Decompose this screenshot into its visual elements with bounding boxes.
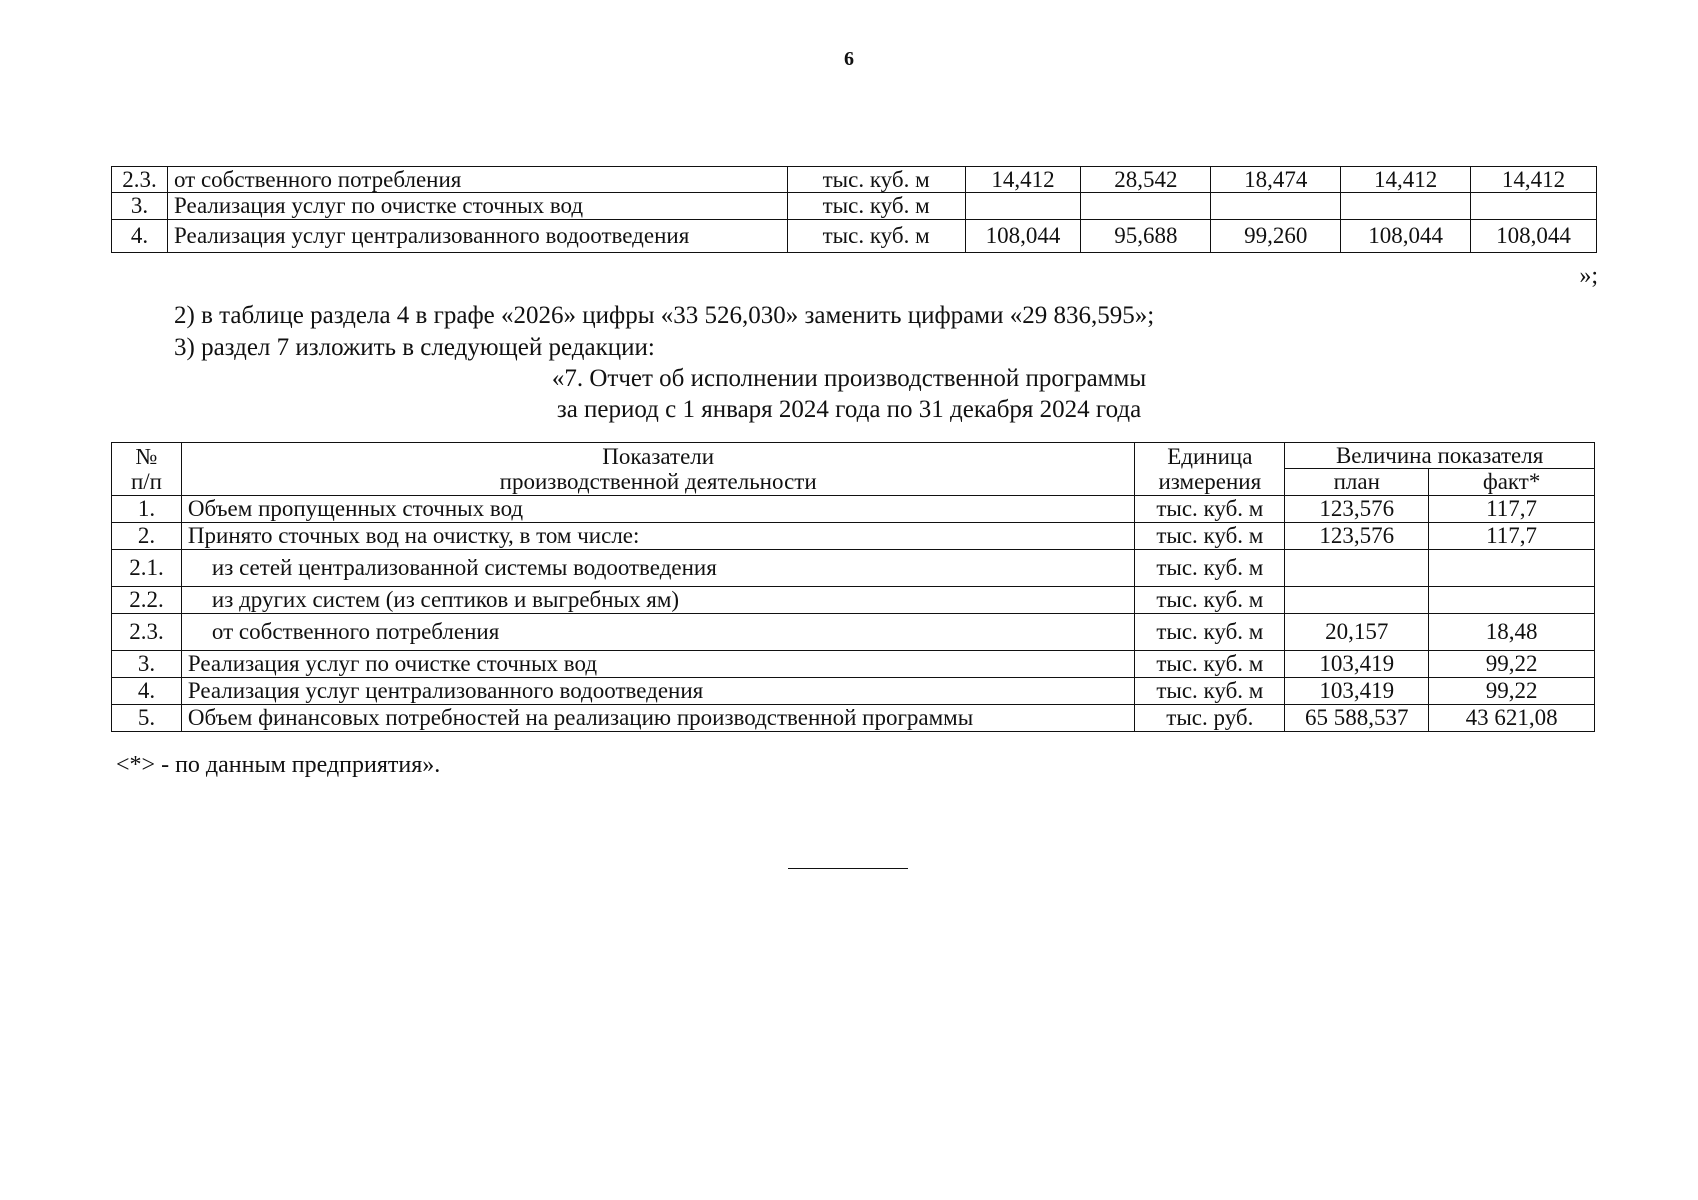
row-value: 14,412	[965, 167, 1081, 193]
row-name: Реализация услуг по очистке сточных вод	[181, 650, 1134, 677]
report-table	[111, 442, 1595, 732]
header-value-group: Величина показателя	[1285, 443, 1595, 469]
header-indicator	[181, 443, 1134, 496]
row-value: 95,688	[1081, 219, 1211, 252]
row-name: Объем финансовых потребностей на реализацию производственной программы	[181, 704, 1134, 731]
row-unit: тыс. куб. м	[787, 219, 965, 252]
row-name: из других систем (из септиков и выгребных ям)	[181, 586, 1134, 613]
row-fact: 99,22	[1429, 677, 1595, 704]
row-number: 2.3.	[112, 613, 182, 650]
row-value: 18,474	[1211, 167, 1341, 193]
row-plan: 20,157	[1285, 613, 1429, 650]
row-plan: 123,576	[1285, 495, 1429, 522]
header-unit-line-1: Единица	[1167, 443, 1253, 469]
row-unit: тыс. куб. м	[1135, 677, 1285, 704]
end-divider	[788, 868, 908, 869]
continued-table	[111, 166, 1597, 253]
row-plan: 123,576	[1285, 522, 1429, 549]
row-unit: тыс. куб. м	[1135, 522, 1285, 549]
row-name: от собственного потребления	[167, 167, 787, 193]
row-fact: 43 621,08	[1429, 704, 1595, 731]
row-name: Реализация услуг централизованного водоотведения	[181, 677, 1134, 704]
row-value: 108,044	[965, 219, 1081, 252]
row-fact: 99,22	[1429, 650, 1595, 677]
row-fact: 117,7	[1429, 522, 1595, 549]
row-name: Реализация услуг по очистке сточных вод	[167, 193, 787, 219]
table-row	[112, 704, 1595, 731]
amendment-item-2: 2) в таблице раздела 4 в графе «2026» цифры «33 526,030» заменить цифрами «29 836,595»;	[174, 302, 1155, 329]
page-number: 6	[844, 48, 854, 70]
row-number: 3.	[112, 193, 168, 219]
table-row	[112, 193, 1597, 219]
closing-quote: »;	[1579, 263, 1598, 289]
table-header-row	[112, 443, 1595, 469]
row-unit: тыс. куб. м	[787, 167, 965, 193]
header-indicator-line-1: Показатели	[602, 443, 715, 469]
header-unit	[1135, 443, 1285, 496]
table-row	[112, 586, 1595, 613]
row-number: 2.3.	[112, 167, 168, 193]
row-number: 4.	[112, 677, 182, 704]
header-unit-line-2: измерения	[1158, 468, 1262, 494]
row-fact	[1429, 549, 1595, 586]
row-unit: тыс. куб. м	[1135, 613, 1285, 650]
row-unit: тыс. куб. м	[1135, 586, 1285, 613]
section-heading-line-2: за период с 1 января 2024 года по 31 декабря 2024 года	[556, 396, 1142, 423]
row-plan	[1285, 586, 1429, 613]
header-indicator-line-2: производственной деятельности	[499, 468, 817, 494]
row-value: 14,412	[1471, 167, 1597, 193]
footnote: <*> - по данным предприятия».	[116, 752, 441, 778]
row-plan: 103,419	[1285, 650, 1429, 677]
row-number: 2.	[112, 522, 182, 549]
row-unit: тыс. куб. м	[787, 193, 965, 219]
row-number: 1.	[112, 495, 182, 522]
row-unit: тыс. куб. м	[1135, 495, 1285, 522]
row-unit: тыс. куб. м	[1135, 549, 1285, 586]
row-value: 108,044	[1471, 219, 1597, 252]
table-row	[112, 219, 1597, 252]
row-fact: 18,48	[1429, 613, 1595, 650]
row-name: Принято сточных вод на очистку, в том числе:	[181, 522, 1134, 549]
row-plan: 65 588,537	[1285, 704, 1429, 731]
row-number: 4.	[112, 219, 168, 252]
table-row	[112, 613, 1595, 650]
row-number: 2.1.	[112, 549, 182, 586]
table-row	[112, 650, 1595, 677]
section-heading-line-1: «7. Отчет об исполнении производственной программы	[551, 365, 1147, 392]
table-row	[112, 167, 1597, 193]
row-value	[1081, 193, 1211, 219]
table-row	[112, 549, 1595, 586]
row-value: 108,044	[1341, 219, 1471, 252]
row-name: от собственного потребления	[181, 613, 1134, 650]
row-value	[1471, 193, 1597, 219]
header-fact: факт*	[1429, 469, 1595, 495]
row-plan	[1285, 549, 1429, 586]
amendment-item-3: 3) раздел 7 изложить в следующей редакции:	[174, 334, 655, 361]
row-fact	[1429, 586, 1595, 613]
row-unit: тыс. руб.	[1135, 704, 1285, 731]
row-number: 3.	[112, 650, 182, 677]
row-plan: 103,419	[1285, 677, 1429, 704]
header-num-line-2: п/п	[130, 468, 162, 494]
row-number: 5.	[112, 704, 182, 731]
table-row	[112, 522, 1595, 549]
row-value	[1341, 193, 1471, 219]
table-row	[112, 495, 1595, 522]
header-num-line-1: №	[135, 443, 158, 469]
row-value	[1211, 193, 1341, 219]
row-unit: тыс. куб. м	[1135, 650, 1285, 677]
row-name: Объем пропущенных сточных вод	[181, 495, 1134, 522]
row-number: 2.2.	[112, 586, 182, 613]
row-value	[965, 193, 1081, 219]
row-fact: 117,7	[1429, 495, 1595, 522]
table-row	[112, 677, 1595, 704]
row-value: 28,542	[1081, 167, 1211, 193]
header-plan: план	[1285, 469, 1429, 495]
row-value: 99,260	[1211, 219, 1341, 252]
row-name: Реализация услуг централизованного водоотведения	[167, 219, 787, 252]
row-name: из сетей централизованной системы водоотведения	[181, 549, 1134, 586]
row-value: 14,412	[1341, 167, 1471, 193]
header-num	[112, 443, 182, 496]
